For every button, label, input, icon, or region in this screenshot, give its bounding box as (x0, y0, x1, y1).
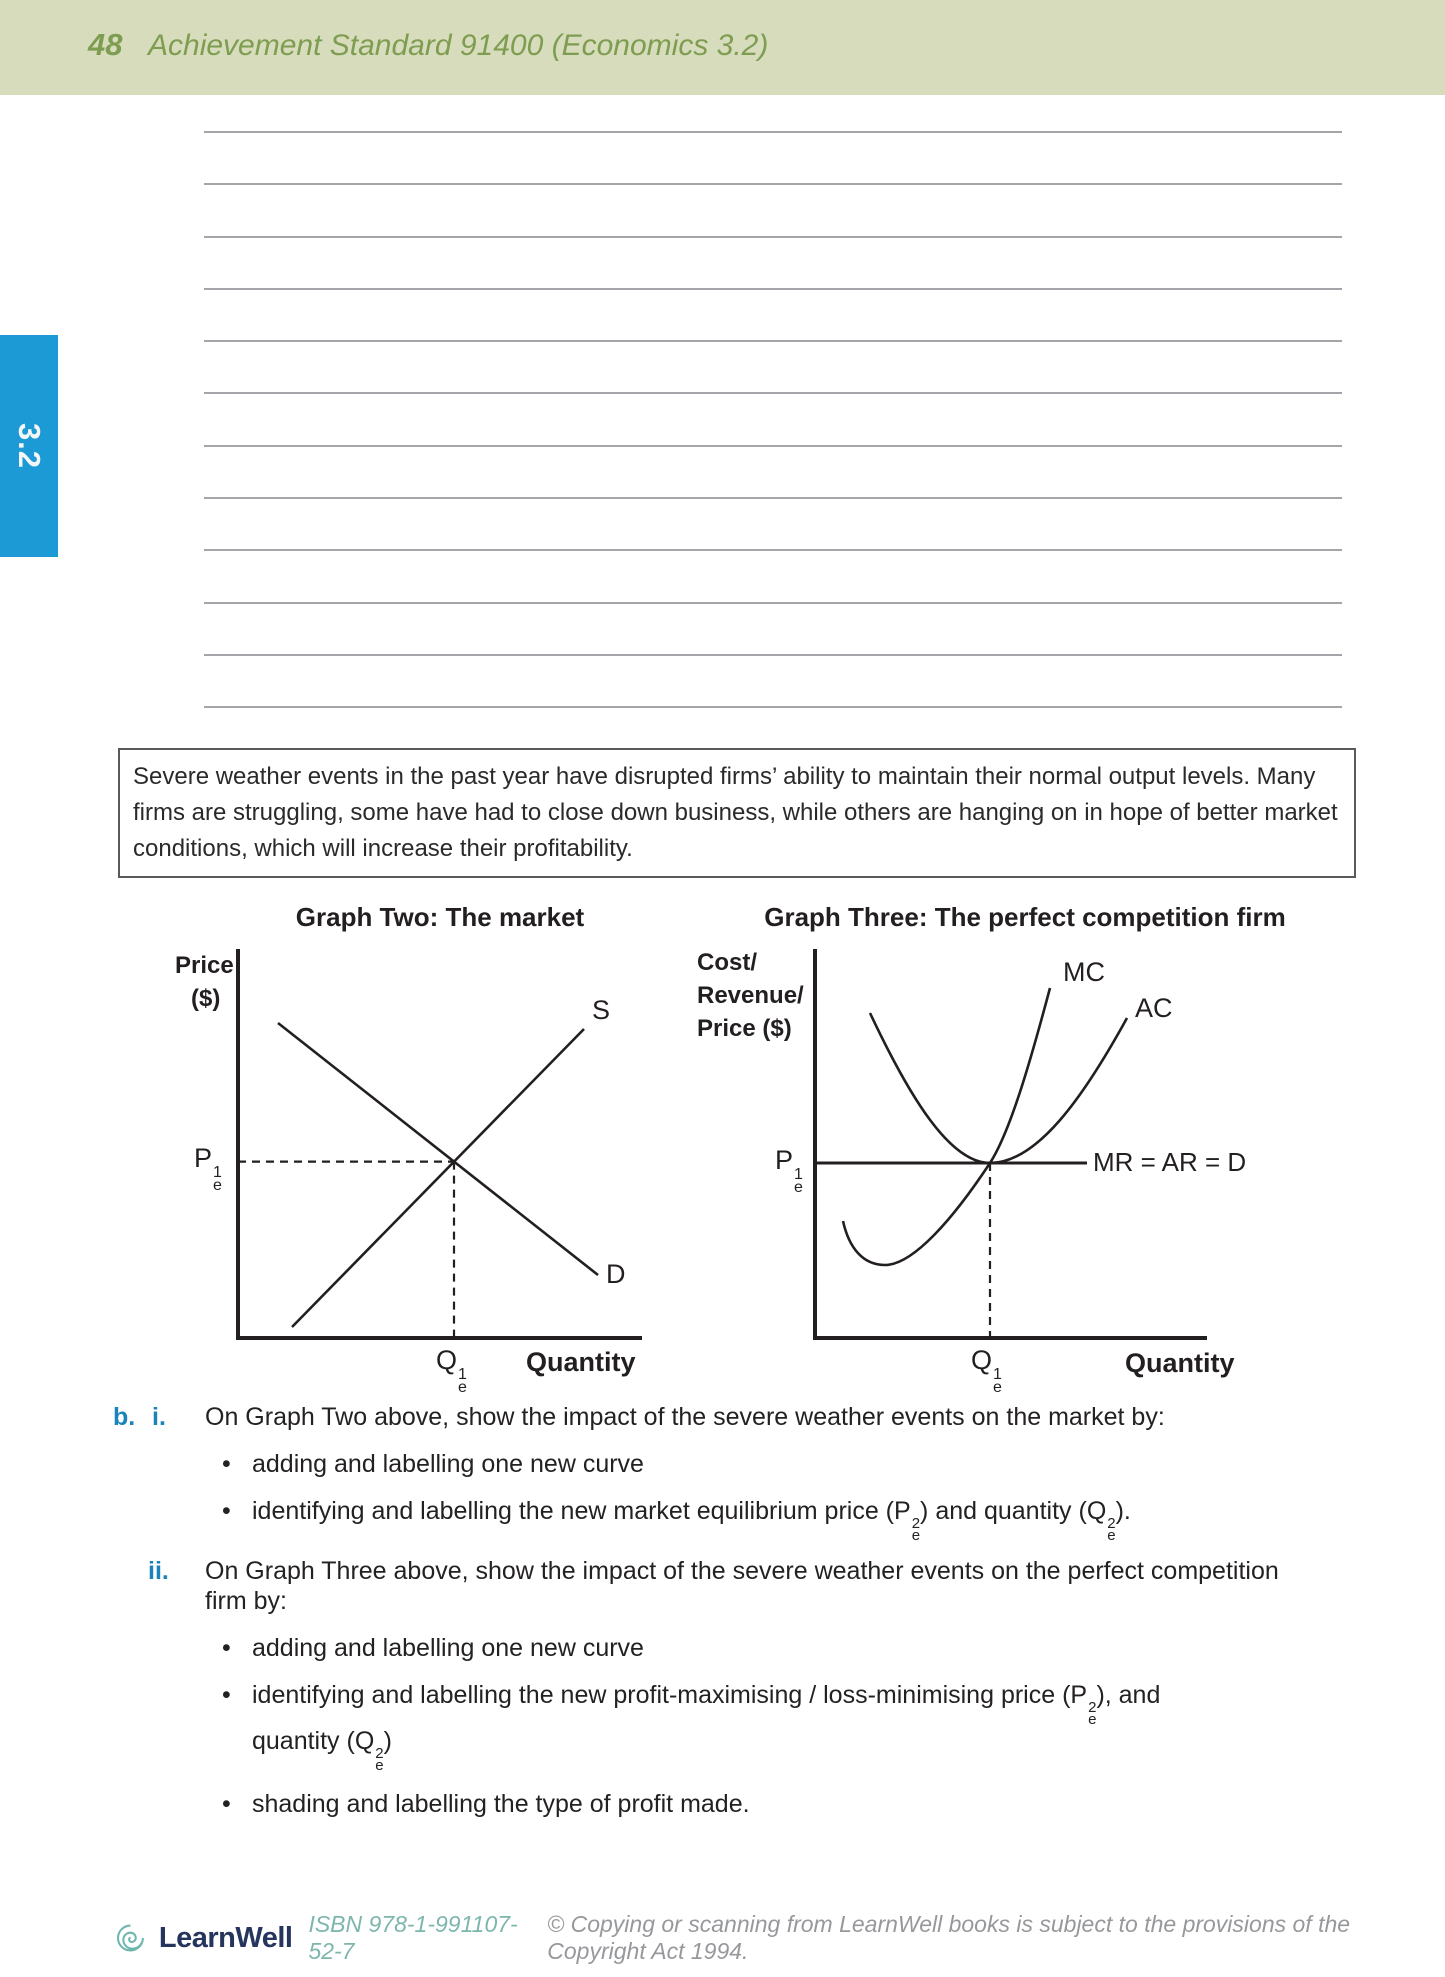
cost-axis-label: Cost/ Revenue/ Price ($) (697, 949, 804, 1042)
bullet-text: adding and labelling one new curve (252, 1450, 644, 1478)
answer-line (204, 340, 1342, 342)
page-footer (110, 1911, 1445, 1965)
question-item-ii (113, 1556, 1363, 1616)
spiral-logo-icon (110, 1915, 151, 1961)
answer-line (204, 236, 1342, 238)
question-item-i-text: On Graph Two above, show the impact of the severe weather events on the market by: (205, 1403, 1165, 1431)
standard-side-tab (0, 335, 58, 557)
mr-label: MR = AR = D (1093, 1147, 1247, 1177)
scenario-box (118, 748, 1356, 878)
answer-line (204, 654, 1342, 656)
price-axis-label: Price ($) (175, 952, 234, 1012)
bullet-text: adding and labelling one new curve (252, 1634, 644, 1662)
answer-line (204, 288, 1342, 290)
quantity-axis-label: Quantity (1125, 1348, 1235, 1378)
quantity-axis-label: Quantity (526, 1347, 636, 1377)
supply-curve-line (292, 1029, 584, 1327)
scenario-text: Severe weather events in the past year have disrupted firms’ ability to maintain their normal output levels. Many firms are struggling, some have had to close down business, while others are hanging on in hope of better market conditions, which will increase their profitability. (133, 763, 1338, 862)
graph-three-title: Graph Three: The perfect competition firm (764, 902, 1286, 932)
graph-two-title: Graph Two: The market (295, 902, 585, 932)
question-block (113, 1402, 1363, 1819)
bullet-item (113, 1496, 1363, 1542)
answer-line (204, 131, 1342, 133)
supply-label: S (592, 995, 611, 1025)
bullet-item (113, 1680, 1363, 1772)
question-item-ii-number: ii. (148, 1557, 169, 1585)
graph-two-axes (236, 949, 642, 1338)
bullet-icon: • (222, 1497, 231, 1525)
demand-label: D (606, 1259, 626, 1289)
graph-three (695, 943, 1315, 1398)
bullet-icon: • (222, 1681, 231, 1709)
ac-curve-line (870, 1013, 1127, 1163)
page-header (0, 0, 1445, 95)
answer-line (204, 392, 1342, 394)
standard-side-tab-label: 3.2 (11, 422, 47, 470)
bullet-item (113, 1789, 1363, 1819)
mc-curve-line (843, 988, 1050, 1265)
bullet-text: identifying and labelling the new profit-maximising / loss-minimising price (P 2 e ), and quantity (Q 2 e ) (252, 1681, 1161, 1774)
question-item-ii-text: On Graph Three above, show the impact of the severe weather events on the perfect competition firm by: (205, 1557, 1279, 1615)
equilibrium-dashed-lines (238, 1162, 454, 1338)
answer-lines (204, 131, 1342, 759)
bullet-icon: • (222, 1790, 231, 1818)
answer-line (204, 497, 1342, 499)
isbn-text: ISBN 978-1-991107-52-7 (308, 1911, 518, 1964)
equilibrium-quantity-label: Q 1 e (971, 1345, 1002, 1396)
question-item-i-number: i. (152, 1403, 166, 1431)
copyright-text: © Copying or scanning from LearnWell books is subject to the provisions of the Copyright Act 1994. (547, 1911, 1351, 1964)
bullet-text: shading and labelling the type of profit made. (252, 1790, 750, 1818)
equilibrium-price-label: P 1 e (194, 1143, 222, 1194)
equilibrium-quantity-label: Q 1 e (436, 1345, 467, 1396)
page-title: Achievement Standard 91400 (Economics 3.2) (148, 29, 769, 62)
question-item-i (113, 1402, 1363, 1432)
ac-label: AC (1135, 993, 1173, 1023)
graph-two (170, 943, 660, 1398)
page-number: 48 (88, 27, 123, 62)
graph-two-plot (170, 943, 660, 1398)
bullet-icon: • (222, 1634, 231, 1662)
mc-label: MC (1063, 957, 1105, 987)
bullet-text: identifying and labelling the new market equilibrium price (P 2 e ) and quantity (Q 2 e ). (252, 1497, 1131, 1544)
bullet-item (113, 1633, 1363, 1663)
answer-line (204, 602, 1342, 604)
bullet-item (113, 1449, 1363, 1479)
question-part-label: b. (113, 1403, 136, 1431)
demand-curve-line (278, 1023, 598, 1275)
answer-line (204, 549, 1342, 551)
learnwell-brand: LearnWell (158, 1921, 293, 1954)
bullet-icon: • (222, 1450, 231, 1478)
answer-line (204, 706, 1342, 708)
answer-line (204, 445, 1342, 447)
answer-line (204, 183, 1342, 185)
equilibrium-price-label: P 1 e (775, 1145, 803, 1196)
